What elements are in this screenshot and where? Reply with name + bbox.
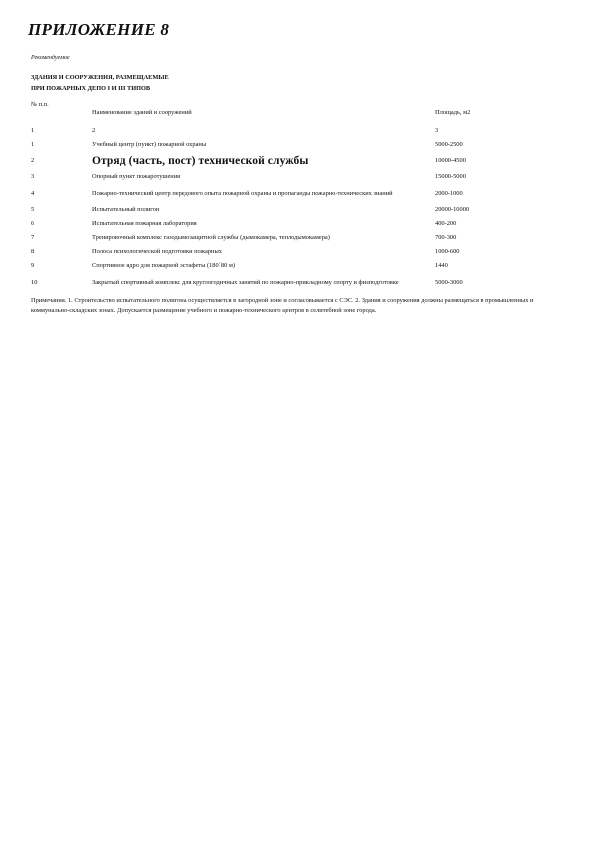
row-num: 9 — [31, 262, 35, 269]
row-area: 1440 — [435, 262, 448, 269]
row-name: Тренировочный комплекс газодымозащитной службы (дымокамера, теплодымокамера) — [92, 234, 330, 241]
row-num: 1 — [31, 141, 35, 148]
table-row — [31, 217, 551, 231]
row-area: 20000-10000 — [435, 206, 470, 213]
row-name: Испытательный полигон — [92, 206, 160, 213]
row-name: Спортивное ядро для пожарной эстафеты (180´80 м) — [92, 262, 235, 269]
row-name: Испытательная пожарная лаборатория — [92, 220, 197, 227]
table-header-row — [31, 101, 551, 124]
row-area: 700-300 — [435, 234, 457, 241]
table-index-row — [31, 124, 551, 138]
index-cell-1: 1 — [31, 127, 35, 134]
buildings-table — [31, 101, 551, 292]
row-name: Пожарно-технический центр передового опыта пожарной охраны и пропаганды пожарно-технических знаний — [92, 189, 393, 197]
row-area: 1000-600 — [435, 248, 460, 255]
row-name: Учебный центр (пункт) пожарной охраны — [92, 141, 207, 148]
row-area: 400-200 — [435, 220, 457, 227]
row-num: 4 — [31, 189, 35, 197]
table-heading — [31, 72, 169, 94]
row-name: Полоса психологической подготовки пожарных — [92, 248, 222, 255]
table-row — [31, 138, 551, 152]
row-area: 2000-1000 — [435, 189, 463, 197]
header-area: Площадь, м2 — [435, 108, 471, 116]
status-label: Рекомендуемое — [31, 55, 70, 61]
header-name: Наименование зданий и сооружений — [92, 108, 192, 116]
row-area: 5000-3000 — [435, 278, 463, 286]
row-num: 7 — [31, 234, 35, 241]
row-name: Опорный пункт пожаротушения — [92, 173, 181, 180]
row-area: 5000-2500 — [435, 141, 463, 148]
row-num: 3 — [31, 173, 35, 180]
table-row — [31, 245, 551, 259]
appendix-title: ПРИЛОЖЕНИЕ 8 — [28, 20, 170, 39]
table-row — [31, 170, 551, 184]
table-notes: Примечания. 1. Строительство испытательного полигона осуществляется в загородной зоне и согласовывается с СЭС. 2. Здания и сооружения должны размещаться в промышленных и коммунально-складских зонах. Допускается размещение учебного и пожарно-технического центров в селитебной зоне города. — [31, 297, 534, 314]
header-num: № п.п. — [31, 101, 49, 108]
row-num: 8 — [31, 248, 35, 255]
table-row — [31, 259, 551, 273]
row-num: 5 — [31, 206, 35, 213]
row-name: Отряд (часть, пост) технической службы — [92, 154, 309, 167]
table-row — [31, 273, 551, 292]
row-num: 10 — [31, 278, 38, 286]
row-name: Закрытый спортивный комплекс для круглогодичных занятий по пожарно-прикладному спорту и физподготовке — [92, 278, 399, 286]
row-area: 10000-4500 — [435, 157, 466, 164]
index-cell-3: 3 — [435, 127, 439, 134]
table-row — [31, 231, 551, 245]
row-area: 15000-5000 — [435, 173, 466, 180]
table-row — [31, 203, 551, 217]
table-row — [31, 184, 551, 203]
row-num: 2 — [31, 157, 35, 164]
index-cell-2: 2 — [92, 127, 96, 134]
row-num: 6 — [31, 220, 35, 227]
heading-line-2: ПРИ ПОЖАРНЫХ ДЕПО I И III ТИПОВ — [31, 85, 151, 92]
table-row — [31, 152, 551, 170]
heading-line-1: ЗДАНИЯ И СООРУЖЕНИЯ, РАЗМЕЩАЕМЫЕ — [31, 74, 169, 81]
